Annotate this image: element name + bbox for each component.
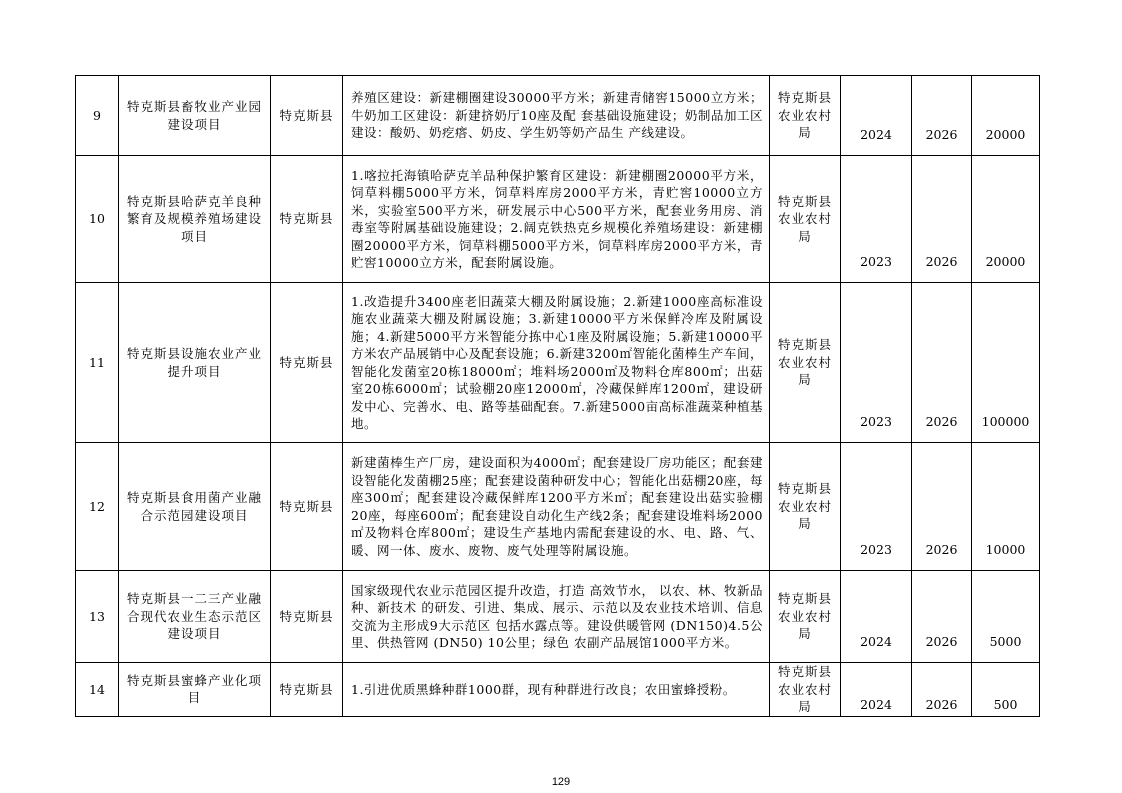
- investment-amount: 5000: [972, 571, 1040, 663]
- start-year: 2024: [841, 663, 912, 717]
- project-location: 特克斯县: [271, 156, 343, 283]
- table-row: [76, 283, 1040, 443]
- project-name: 特克斯县哈萨克羊良种繁育及规模养殖场建设项目: [119, 156, 271, 283]
- start-year: 2023: [841, 443, 912, 571]
- responsible-department: 特克斯县农业农村局: [770, 76, 841, 156]
- start-year: 2023: [841, 283, 912, 443]
- start-year: 2024: [841, 571, 912, 663]
- page-number: 129: [551, 776, 571, 788]
- investment-amount: 500: [972, 663, 1040, 717]
- investment-amount: 100000: [972, 283, 1040, 443]
- table-row: [76, 156, 1040, 283]
- project-name: 特克斯县畜牧业产业园建设项目: [119, 76, 271, 156]
- project-content: 1.喀拉托海镇哈萨克羊品种保护繁育区建设：新建棚圈20000平方米，饲草料棚5000平方米，饲草料库房2000平方米，青贮窖10000立方米，实验室500平方米，研发展示中心500平方米，配套业务用房、消毒室等附属基础设施建设；2.阔克铁热克乡规模化养殖场建设：新建棚圈20000平方米，饲草料棚5000平方米，饲草料库房2000平方米，青贮窖10000立方米，配套附属设施。: [343, 156, 770, 283]
- responsible-department: 特克斯县农业农村局: [770, 283, 841, 443]
- start-year: 2024: [841, 76, 912, 156]
- row-number: 14: [76, 663, 119, 717]
- table-row: [76, 443, 1040, 571]
- row-number: 10: [76, 156, 119, 283]
- project-location: 特克斯县: [271, 571, 343, 663]
- responsible-department: 特克斯县农业农村局: [770, 571, 841, 663]
- responsible-department: 特克斯县农业农村局: [770, 663, 841, 717]
- table-row: [76, 76, 1040, 156]
- project-location: 特克斯县: [271, 443, 343, 571]
- investment-amount: 10000: [972, 443, 1040, 571]
- end-year: 2026: [912, 283, 972, 443]
- end-year: 2026: [912, 76, 972, 156]
- project-name: 特克斯县蜜蜂产业化项目: [119, 663, 271, 717]
- table-row: [76, 571, 1040, 663]
- row-number: 9: [76, 76, 119, 156]
- row-number: 11: [76, 283, 119, 443]
- project-location: 特克斯县: [271, 663, 343, 717]
- end-year: 2026: [912, 443, 972, 571]
- project-content: 新建菌棒生产厂房，建设面积为4000㎡；配套建设厂房功能区；配套建设智能化发菌棚25座；配套建设菌种研发中心；智能化出菇棚20座，每座300㎡；配套建设冷藏保鲜库1200平方米㎡；配套建设出菇实验棚20座，每座600㎡；配套建设自动化生产线2条；配套建设堆料场2000㎡及物料仓库800㎡；建设生产基地内需配套建设的水、电、路、气、暖、网一体、废水、废物、废气处理等附属设施。: [343, 443, 770, 571]
- project-name: 特克斯县设施农业产业提升项目: [119, 283, 271, 443]
- project-content: 1.引进优质黑蜂种群1000群，现有种群进行改良；农田蜜蜂授粉。: [343, 663, 770, 717]
- project-table: [75, 75, 1040, 717]
- project-name: 特克斯县食用菌产业融合示范园建设项目: [119, 443, 271, 571]
- end-year: 2026: [912, 571, 972, 663]
- start-year: 2023: [841, 156, 912, 283]
- project-location: 特克斯县: [271, 76, 343, 156]
- responsible-department: 特克斯县农业农村局: [770, 443, 841, 571]
- project-content: 养殖区建设：新建棚圈建设30000平方米；新建青储窖15000立方米；牛奶加工区建设：新建挤奶厅10座及配 套基础设施建设；奶制品加工区建设：酸奶、奶疙瘩、奶皮、学生奶等奶产品生 产线建设。: [343, 76, 770, 156]
- project-name: 特克斯县一二三产业融合现代农业生态示范区建设项目: [119, 571, 271, 663]
- end-year: 2026: [912, 156, 972, 283]
- table-row: [76, 663, 1040, 717]
- project-location: 特克斯县: [271, 283, 343, 443]
- investment-amount: 20000: [972, 156, 1040, 283]
- row-number: 12: [76, 443, 119, 571]
- responsible-department: 特克斯县农业农村局: [770, 156, 841, 283]
- project-content: 1.改造提升3400座老旧蔬菜大棚及附属设施；2.新建1000座高标准设施农业蔬菜大棚及附属设施；3.新建10000平方米保鲜冷库及附属设施；4.新建5000平方米智能分拣中心1座及附属设施；5.新建10000平方米农产品展销中心及配套设施；6.新建3200㎡智能化菌棒生产车间，智能化发菌室20栋18000㎡；堆料场2000㎡及物料仓库800㎡；出菇室20栋6000㎡；试验棚20座12000㎡，冷藏保鲜库1200㎡，建设研发中心、完善水、电、路等基础配套。7.新建5000亩高标准蔬菜种植基地。: [343, 283, 770, 443]
- project-content: 国家级现代农业示范园区提升改造，打造 高效节水， 以农、林、牧新品种、新技术 的研发、引进、集成、展示、示范以及农业技术培训、信息交流为主形成9大示范区 包括水露点等。建设供暖管网 (DN150)4.5公里、供热管网 (DN50) 10公里；绿色 农副产品展馆1000平方米。: [343, 571, 770, 663]
- investment-amount: 20000: [972, 76, 1040, 156]
- row-number: 13: [76, 571, 119, 663]
- end-year: 2026: [912, 663, 972, 717]
